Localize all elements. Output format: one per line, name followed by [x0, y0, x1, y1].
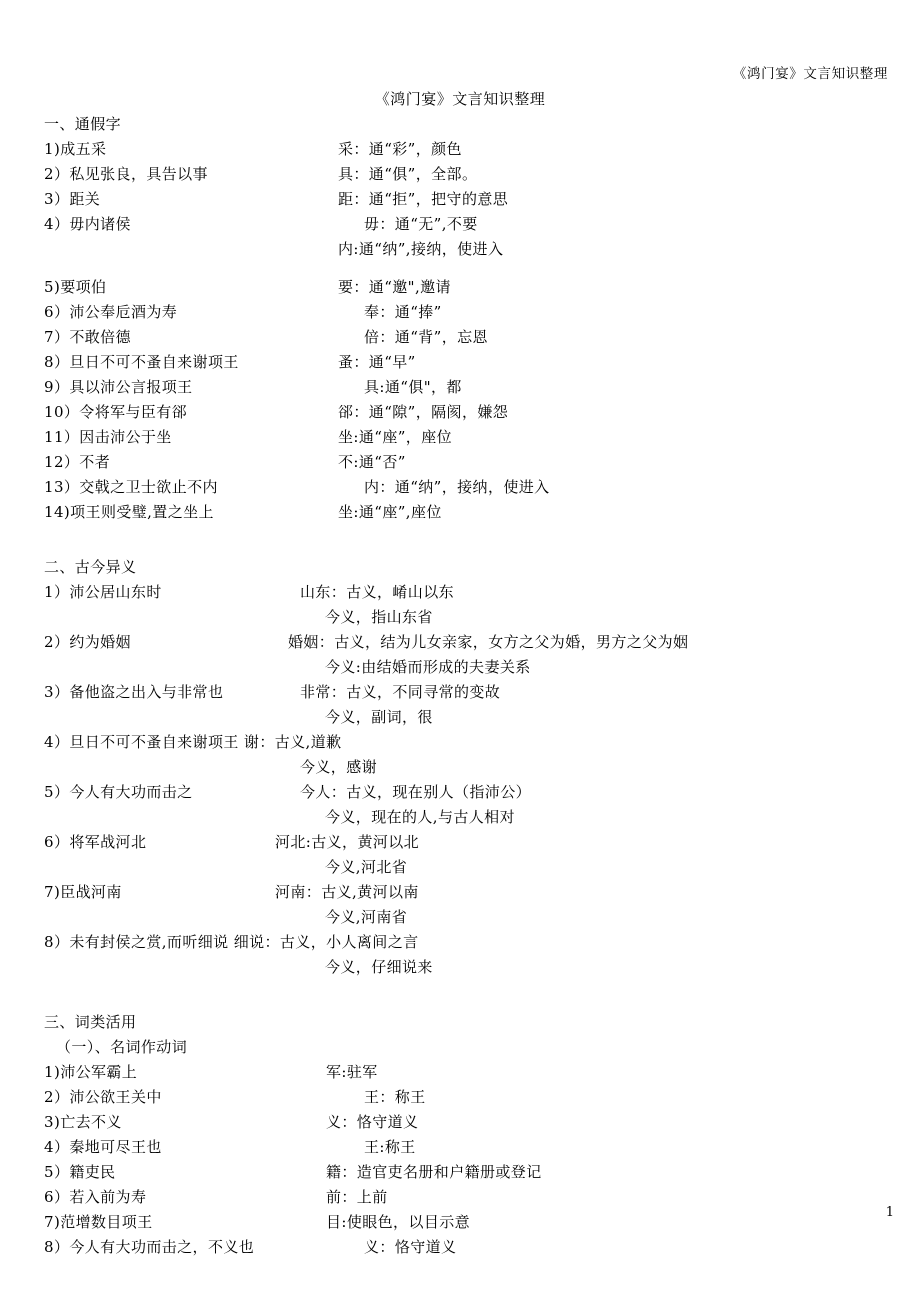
page-number: 1: [885, 1205, 894, 1220]
entry-text: 籍吏民: [69, 1163, 116, 1181]
entry-text: 范增数目项王: [60, 1213, 153, 1231]
entry-row: [44, 212, 904, 237]
entry-gloss: 坐:通“座”,座位: [338, 503, 442, 521]
entry-source: 3）: [44, 190, 70, 208]
entry-row: [44, 425, 904, 450]
entry-text: 若入前为寿: [69, 1188, 147, 1206]
entry-source: 8）: [44, 1238, 70, 1256]
entry-gloss: 坐:通“座”，座位: [338, 428, 452, 446]
entry-source: 4）: [44, 215, 70, 233]
entry-row: [44, 275, 904, 300]
spacer: [44, 980, 904, 1010]
entry-source: 6）: [44, 833, 70, 851]
entry-source: 7）: [44, 328, 70, 346]
entry-source: 2）: [44, 1088, 70, 1106]
entry-gloss: 毋：通“无”,不要: [364, 215, 478, 233]
entry-gloss-ancient: 河南：古义,黄河以南: [275, 883, 419, 901]
entry-gloss: 郤：通“隙”，隔阂，嫌怨: [338, 403, 509, 421]
entry-text: 今人有大功而击之: [69, 783, 193, 801]
entry-source: 1): [44, 1063, 61, 1081]
entry-text: 臣战河南: [60, 883, 122, 901]
entry-row: [44, 375, 904, 400]
entry-row: [44, 930, 904, 955]
entry-gloss-ancient: 山东：古义，崤山以东: [300, 583, 455, 601]
entry-source: 8）: [44, 933, 70, 951]
entry-gloss-modern: 今义,河北省: [325, 858, 408, 876]
entry-gloss: 不:通“否”: [338, 453, 406, 471]
entry-text: 因击沛公于坐: [79, 428, 172, 446]
entry-gloss-modern: 今义，现在的人,与古人相对: [325, 808, 515, 826]
entry-source: 4）: [44, 1138, 70, 1156]
entry-gloss: 王:称王: [364, 1138, 416, 1156]
entry-row: [44, 1185, 904, 1210]
entry-gloss-ancient: 非常：古义，不同寻常的变故: [300, 683, 501, 701]
entry-gloss-modern: 今义，仔细说来: [325, 958, 433, 976]
entry-text: 沛公欲王关中: [69, 1088, 162, 1106]
entry-row: [44, 137, 904, 162]
entry-row: [44, 730, 904, 755]
entry-gloss-modern-row: [44, 755, 904, 780]
entry-gloss-modern: 今义，感谢: [300, 758, 378, 776]
entry-gloss: 距：通“拒”，把守的意思: [338, 190, 509, 208]
entry-text: 距关: [69, 190, 101, 208]
entry-gloss: 目:使眼色，以目示意: [326, 1213, 471, 1231]
entry-source: 6）: [44, 303, 70, 321]
entry-source: 9）: [44, 378, 70, 396]
entry-text: 不者: [79, 453, 111, 471]
entry-source: 12）: [44, 453, 80, 471]
entry-row: [44, 1160, 904, 1185]
entry-gloss-modern-row: [44, 955, 904, 980]
entry-row: [44, 780, 904, 805]
entry-gloss: 要：通“邀",邀请: [338, 278, 451, 296]
spacer: [44, 262, 904, 275]
entry-gloss-modern-row: [44, 705, 904, 730]
entry-source: 6）: [44, 1188, 70, 1206]
entry-text: 不敢倍德: [69, 328, 131, 346]
entry-row: [44, 580, 904, 605]
entry-row: [44, 630, 904, 655]
entry-text: 交戟之卫士欲止不内: [79, 478, 218, 496]
entry-row: [44, 300, 904, 325]
entry-gloss: 内:通“纳”,接纳，使进入: [338, 240, 504, 258]
entry-text: 未有封侯之赏,而听细说: [69, 933, 229, 951]
entry-row: [44, 162, 904, 187]
entry-row: [44, 475, 904, 500]
entry-row: [44, 1110, 904, 1135]
entry-row: [44, 500, 904, 525]
entry-row: [44, 680, 904, 705]
entry-text: 旦日不可不蚤自来谢项王: [69, 353, 239, 371]
entry-text: 要项伯: [60, 278, 107, 296]
entry-text: 秦地可尽王也: [69, 1138, 162, 1156]
entry-source: 5）: [44, 783, 70, 801]
entry-source: 14): [44, 503, 71, 521]
entry-gloss-modern-row: [44, 905, 904, 930]
entry-text: 今人有大功而击之，不义也: [69, 1238, 255, 1256]
entry-gloss: 采：通“彩”，颜色: [338, 140, 462, 158]
entry-gloss-modern-row: [44, 805, 904, 830]
entry-row: [44, 830, 904, 855]
entry-gloss-modern-row: [44, 605, 904, 630]
entry-source: 10）: [44, 403, 80, 421]
entry-source: 7): [44, 883, 61, 901]
entry-gloss-ancient: 谢：古义,道歉: [243, 733, 342, 751]
entry-gloss: 蚤：通“早”: [338, 353, 416, 371]
entry-text: 将军战河北: [69, 833, 147, 851]
entry-text: 成五采: [60, 140, 107, 158]
entry-text: 私见张良，具告以事: [69, 165, 208, 183]
entry-gloss-modern-row: [44, 655, 904, 680]
entry-source: 13）: [44, 478, 80, 496]
spacer: [44, 525, 904, 555]
entry-gloss-ancient: 河北:古义，黄河以北: [275, 833, 420, 851]
entry-gloss: 倍：通“背”，忘恩: [364, 328, 488, 346]
entry-source: 1）: [44, 583, 70, 601]
entry-text: 旦日不可不蚤自来谢项王: [69, 733, 239, 751]
entry-source: 8）: [44, 353, 70, 371]
entry-gloss: 军:驻军: [326, 1063, 378, 1081]
entry-text: 沛公军霸上: [60, 1063, 138, 1081]
entry-row: [44, 450, 904, 475]
entry-gloss: 具：通“俱”，全部。: [338, 165, 478, 183]
entry-gloss: 内：通“纳”，接纳，使进入: [364, 478, 550, 496]
entry-gloss: 义：恪守道义: [326, 1113, 419, 1131]
document-body: [44, 112, 904, 1260]
entry-text: 沛公居山东时: [69, 583, 162, 601]
entry-gloss-modern-row: [44, 855, 904, 880]
entry-gloss-continuation-row: [44, 237, 904, 262]
entry-gloss: 王：称王: [364, 1088, 426, 1106]
entry-gloss-ancient: 婚姻：古义，结为儿女亲家，女方之父为婚，男方之父为姻: [288, 633, 689, 651]
entry-row: [44, 325, 904, 350]
entry-row: [44, 1235, 904, 1260]
entry-gloss: 具:通“俱"，都: [364, 378, 462, 396]
section-heading-2: 二、古今异义: [44, 558, 137, 576]
page-header: 《鸿门宴》文言知识整理: [732, 66, 888, 82]
entry-gloss-modern: 今义:由结婚而形成的夫妻关系: [325, 658, 531, 676]
entry-gloss: 义：恪守道义: [364, 1238, 457, 1256]
entry-source: 5）: [44, 1163, 70, 1181]
entry-source: 3): [44, 1113, 61, 1131]
entry-row: [44, 400, 904, 425]
entry-source: 3）: [44, 683, 70, 701]
entry-gloss-ancient: 细说：古义，小人离间之言: [233, 933, 419, 951]
entry-text: 项王则受璧,置之坐上: [70, 503, 214, 521]
entry-gloss-modern: 今义，指山东省: [325, 608, 433, 626]
entry-gloss-ancient: 今人：古义，现在别人（指沛公）: [300, 783, 532, 801]
entry-gloss: 奉：通“捧”: [364, 303, 442, 321]
entry-source: 1): [44, 140, 61, 158]
entry-text: 备他盗之出入与非常也: [69, 683, 224, 701]
entry-row: [44, 1060, 904, 1085]
entry-source: 11）: [44, 428, 80, 446]
section-heading-1: 一、通假字: [44, 115, 122, 133]
entry-source: 2）: [44, 633, 70, 651]
section-heading-3: 三、词类活用: [44, 1013, 137, 1031]
entry-gloss: 前：上前: [326, 1188, 388, 1206]
document-title: 《鸿门宴》文言知识整理: [374, 90, 546, 108]
entry-row: [44, 350, 904, 375]
entry-row: [44, 1210, 904, 1235]
entry-row: [44, 187, 904, 212]
entry-source: 2）: [44, 165, 70, 183]
entry-text: 具以沛公言报项王: [69, 378, 193, 396]
entry-row: [44, 1085, 904, 1110]
entry-source: 7): [44, 1213, 61, 1231]
entry-text: 令将军与臣有郤: [79, 403, 188, 421]
entry-text: 亡去不义: [60, 1113, 122, 1131]
subsection-heading-3-1: （一）、名词作动词: [56, 1038, 188, 1056]
entry-row: [44, 1135, 904, 1160]
entry-source: 4）: [44, 733, 70, 751]
entry-gloss-modern: 今义，副词，很: [325, 708, 433, 726]
entry-source: 5): [44, 278, 61, 296]
entry-text: 毋内诸侯: [69, 215, 131, 233]
entry-gloss: 籍：造官吏名册和户籍册或登记: [326, 1163, 542, 1181]
entry-text: 约为婚姻: [69, 633, 131, 651]
entry-row: [44, 880, 904, 905]
entry-text: 沛公奉卮酒为寿: [69, 303, 178, 321]
entry-gloss-modern: 今义,河南省: [325, 908, 408, 926]
